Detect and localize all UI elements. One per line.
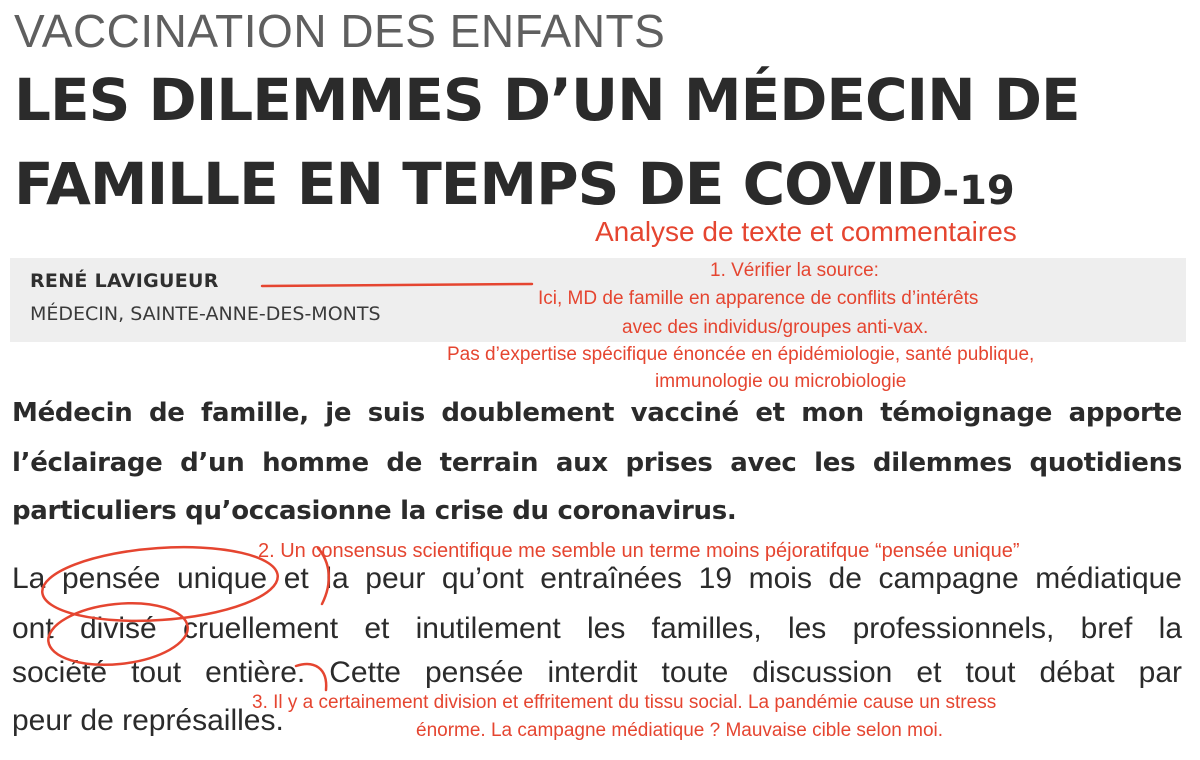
author-connector-line	[262, 284, 532, 286]
author-name: RENÉ LAVIGUEUR	[30, 270, 219, 292]
pointer-stroke-3	[296, 664, 326, 690]
author-role: MÉDECIN, SAINTE-ANNE-DES-MONTS	[30, 303, 381, 325]
annotation-1-line: avec des individus/groupes anti-vax.	[622, 317, 929, 338]
body-line: La pensée unique et la peur qu’ont entraînées 19 mois de campagne médiatique	[12, 562, 1182, 595]
annotation-3-line: énorme. La campagne médiatique ? Mauvaise cible selon moi.	[416, 720, 944, 741]
headline-main: FAMILLE EN TEMPS DE COVID	[14, 150, 943, 218]
pointer-stroke-2	[318, 548, 329, 604]
annotation-1-line: immunologie ou microbiologie	[655, 371, 907, 392]
circle-divise	[45, 597, 191, 671]
lead-line: particuliers qu’occasionne la crise du coronavirus.	[12, 496, 737, 526]
body-line: société tout entière. Cette pensée interdit toute discussion et tout débat par	[12, 656, 1182, 689]
body-line: peur de représailles.	[12, 704, 284, 737]
lead-line: Médecin de famille, je suis doublement vacciné et mon témoignage apporte	[12, 398, 1182, 428]
body-line: ont divisé cruellement et inutilement les familles, les professionnels, bref la	[12, 612, 1182, 645]
annotation-title: Analyse de texte et commentaires	[595, 216, 1017, 247]
headline-suffix: -19	[942, 168, 1015, 214]
annotation-1-line: 1. Vérifier la source:	[710, 260, 879, 281]
annotation-2: 2. Un consensus scientifique me semble un terme moins péjoratifque “pensée unique”	[258, 540, 1020, 562]
annotation-1-line: Pas d’expertise spécifique énoncée en épidémiologie, santé publique,	[447, 344, 1035, 365]
lead-line: l’éclairage d’un homme de terrain aux prises avec les dilemmes quotidiens	[12, 448, 1182, 478]
annotation-3-line: 3. Il y a certainement division et effritement du tissu social. La pandémie cause un stress	[252, 692, 997, 713]
article-headline-line-1: LES DILEMMES D’UN MÉDECIN DE	[14, 66, 1080, 134]
article-kicker: VACCINATION DES ENFANTS	[14, 5, 666, 57]
annotation-1-line: Ici, MD de famille en apparence de conflits d’intérêts	[538, 288, 979, 309]
